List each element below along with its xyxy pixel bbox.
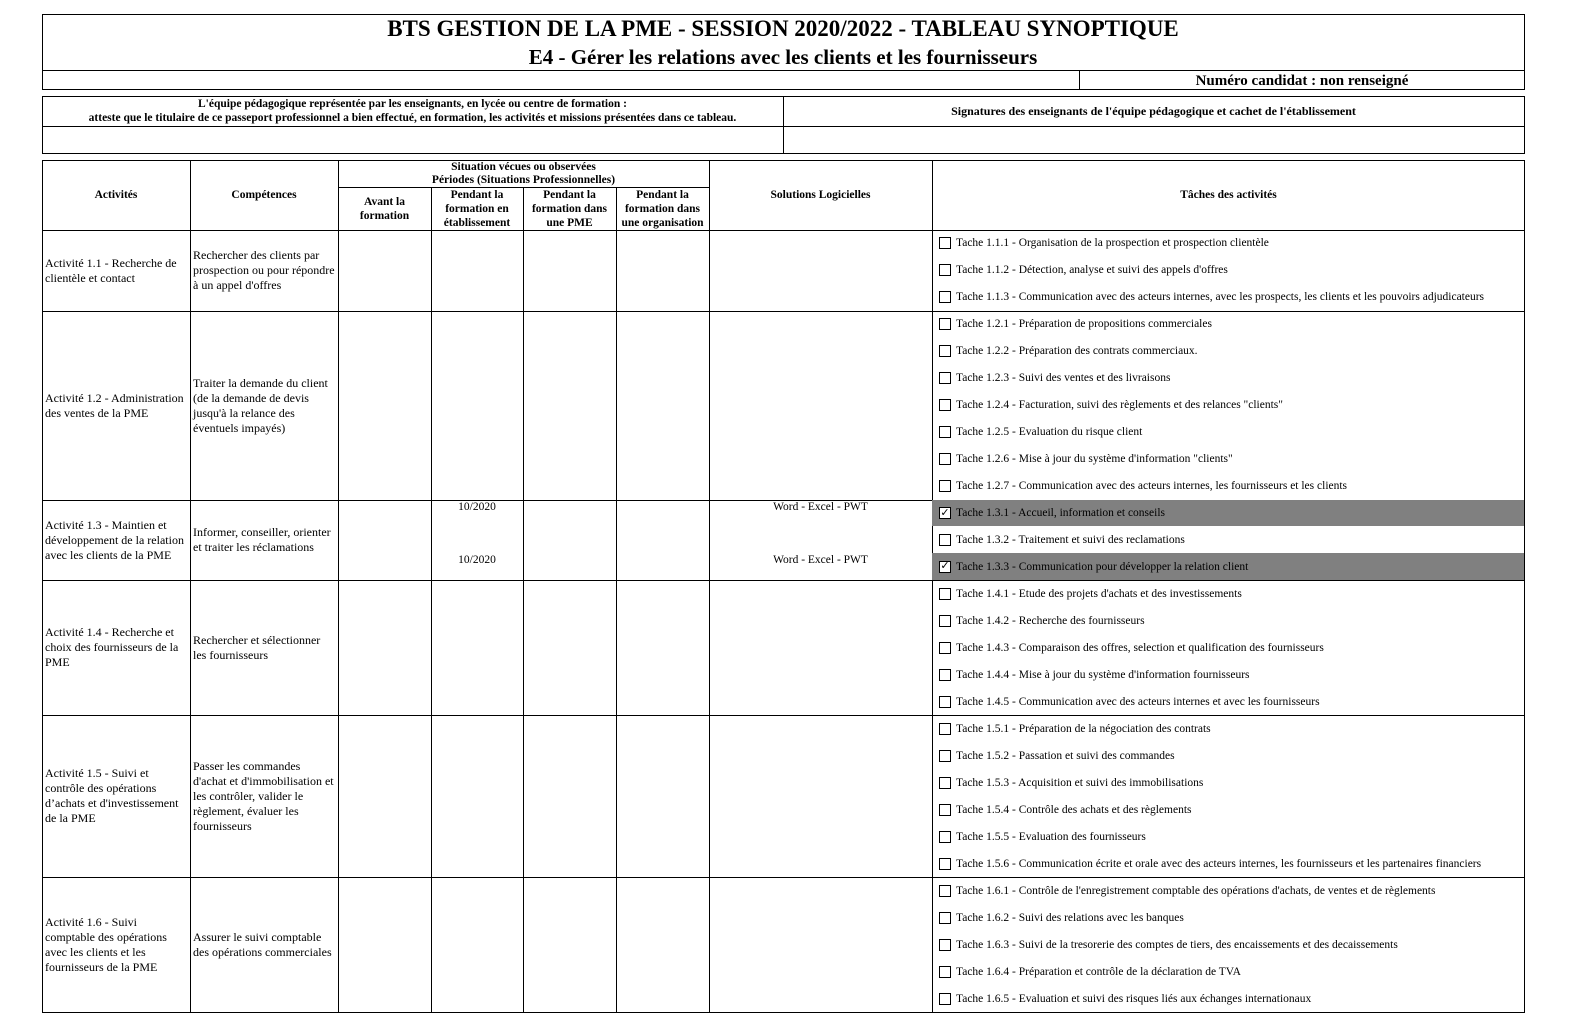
task-label: Tache 1.4.1 - Etude des projets d'achats et des investissements: [956, 587, 1242, 600]
signatures-label: Signatures des enseignants de l'équipe pédagogique et cachet de l'établissement: [951, 104, 1356, 118]
competence-cell: Rechercher des clients par prospection ou pour répondre à un appel d'offres: [193, 248, 335, 292]
task-label: Tache 1.5.2 - Passation et suivi des commandes: [956, 749, 1175, 762]
task-label: Tache 1.6.5 - Evaluation et suivi des risques liés aux échanges internationaux: [956, 993, 1312, 1005]
task-row[interactable]: [932, 337, 1524, 364]
task-label: Tache 1.4.2 - Recherche des fournisseurs: [956, 614, 1145, 627]
task-label: Tache 1.5.3 - Acquisition et suivi des immobilisations: [956, 776, 1204, 789]
checkbox-checked[interactable]: [939, 561, 951, 573]
task-row[interactable]: [932, 526, 1524, 553]
period-value: 10/2020: [458, 554, 496, 566]
task-label: Tache 1.6.4 - Préparation et contrôle de la déclaration de TVA: [956, 965, 1241, 978]
col-header-pendant-org: Pendant la formation dans une organisation: [621, 188, 704, 229]
situations-line2: Périodes (Situations Professionnelles): [431, 173, 616, 186]
checkbox[interactable]: [939, 426, 951, 438]
task-label: Tache 1.5.4 - Contrôle des achats et des règlements: [956, 803, 1192, 816]
task-row[interactable]: [932, 391, 1524, 418]
task-row[interactable]: [932, 500, 1524, 526]
col-header-competences: Compétences: [231, 189, 297, 201]
task-row[interactable]: [932, 418, 1524, 445]
task-label: Tache 1.3.3 - Communication pour développer la relation client: [956, 560, 1249, 573]
task-row[interactable]: [932, 445, 1524, 472]
task-row[interactable]: [932, 230, 1524, 256]
task-label: Tache 1.4.5 - Communication avec des acteurs internes et avec les fournisseurs: [956, 695, 1320, 708]
task-row[interactable]: [932, 796, 1524, 823]
competence-cell: Traiter la demande du client (de la demande de devis jusqu'à la relance des éventuels impayés): [193, 375, 328, 435]
task-row[interactable]: [932, 985, 1524, 1013]
checkbox[interactable]: [939, 237, 951, 249]
period-value: 10/2020: [458, 501, 496, 513]
checkbox-checked[interactable]: [939, 507, 951, 519]
task-row[interactable]: [932, 661, 1524, 688]
attestation-line1: L'équipe pédagogique représentée par les enseignants, en lycée ou centre de formation :: [198, 98, 627, 110]
col-header-situations: [338, 160, 709, 187]
software-value: Word - Excel - PWT: [773, 554, 868, 566]
activity-cell: Activité 1.3 - Maintien et développement de la relation avec les clients de la PME: [45, 517, 184, 562]
task-label: Tache 1.6.3 - Suivi de la tresorerie des comptes de tiers, des encaissements et des decaissements: [956, 938, 1398, 951]
task-row[interactable]: [932, 715, 1524, 742]
checkbox[interactable]: [939, 453, 951, 465]
task-label: Tache 1.2.5 - Evaluation du risque client: [956, 425, 1143, 438]
activity-cell: Activité 1.6 - Suivi comptable des opérations avec les clients et les fournisseurs de la PME: [45, 915, 167, 974]
col-header-activites: Activités: [94, 189, 138, 201]
checkmark-icon: ✓: [940, 560, 950, 572]
checkbox[interactable]: [939, 804, 951, 816]
task-label: Tache 1.4.3 - Comparaison des offres, selection et qualification des fournisseurs: [956, 641, 1324, 654]
checkbox[interactable]: [939, 723, 951, 735]
task-label: Tache 1.2.4 - Facturation, suivi des règlements et des relances "clients": [956, 398, 1283, 411]
task-label: Tache 1.5.6 - Communication écrite et orale avec des acteurs internes, les fournisseurs et les partenaires financiers: [956, 857, 1482, 870]
checkbox[interactable]: [939, 588, 951, 600]
task-row[interactable]: [932, 256, 1524, 283]
checkbox[interactable]: [939, 291, 951, 303]
header-divider: [42, 70, 1525, 71]
task-label: Tache 1.5.5 - Evaluation des fournisseurs: [956, 830, 1146, 843]
checkbox[interactable]: [939, 831, 951, 843]
column-divider: [338, 160, 339, 1013]
task-row[interactable]: [932, 283, 1524, 311]
col-header-avant: Avant la formation: [359, 195, 410, 222]
task-row[interactable]: [932, 742, 1524, 769]
task-label: Tache 1.6.2 - Suivi des relations avec les banques: [956, 911, 1184, 924]
checkbox[interactable]: [939, 399, 951, 411]
task-label: Tache 1.6.1 - Contrôle de l'enregistrement comptable des opérations d'achats, de ventes et de règlements: [956, 884, 1436, 897]
column-divider: [709, 160, 710, 1013]
task-label: Tache 1.1.2 - Détection, analyse et suivi des appels d'offres: [956, 263, 1228, 276]
activity-cell: Activité 1.4 - Recherche et choix des fournisseurs de la PME: [45, 625, 179, 669]
competence-cell: Informer, conseiller, orienter et traiter les réclamations: [193, 525, 331, 554]
task-label: Tache 1.3.2 - Traitement et suivi des reclamations: [956, 533, 1185, 546]
task-label: Tache 1.3.1 - Accueil, information et conseils: [956, 507, 1166, 519]
checkbox[interactable]: [939, 912, 951, 924]
task-label: Tache 1.2.1 - Préparation de propositions commerciales: [956, 318, 1212, 330]
checkmark-icon: ✓: [940, 506, 950, 519]
checkbox[interactable]: [939, 669, 951, 681]
task-label: Tache 1.2.2 - Préparation des contrats commerciaux.: [956, 344, 1198, 357]
checkbox[interactable]: [939, 480, 951, 492]
col-header-pendant-etab: Pendant la formation en établissement: [443, 188, 511, 229]
task-label: Tache 1.2.3 - Suivi des ventes et des livraisons: [956, 371, 1171, 384]
col-header-taches: Tâches des activités: [1180, 189, 1277, 201]
task-label: Tache 1.1.3 - Communication avec des acteurs internes, avec les prospects, les clients et les pouvoirs adjudicateurs: [956, 291, 1485, 303]
task-row[interactable]: [932, 850, 1524, 877]
task-label: Tache 1.5.1 - Préparation de la négociation des contrats: [956, 722, 1211, 735]
col-header-logiciels: Solutions Logicielles: [770, 189, 871, 201]
checkbox[interactable]: [939, 264, 951, 276]
checkbox[interactable]: [939, 345, 951, 357]
task-row[interactable]: [932, 364, 1524, 391]
task-row[interactable]: [932, 688, 1524, 715]
checkbox[interactable]: [939, 615, 951, 627]
task-row[interactable]: [932, 553, 1524, 580]
task-label: Tache 1.1.1 - Organisation de la prospection et prospection clientèle: [956, 237, 1269, 249]
task-row[interactable]: [932, 904, 1524, 931]
attestation-text: [42, 97, 783, 125]
checkbox[interactable]: [939, 939, 951, 951]
competence-cell: Rechercher et sélectionner les fournisseurs: [193, 632, 321, 662]
task-label: Tache 1.2.7 - Communication avec des acteurs internes, les fournisseurs et les clients: [956, 480, 1348, 492]
task-row[interactable]: [932, 931, 1524, 958]
task-row[interactable]: [932, 958, 1524, 985]
checkbox[interactable]: [939, 993, 951, 1005]
software-value: Word - Excel - PWT: [773, 501, 868, 513]
checkbox[interactable]: [939, 885, 951, 897]
checkbox[interactable]: [939, 750, 951, 762]
activity-cell: Activité 1.2 - Administration des ventes de la PME: [45, 390, 184, 420]
task-row[interactable]: [932, 580, 1524, 607]
situations-line1: Situation vécues ou observées: [451, 160, 596, 173]
activity-cell: Activité 1.1 - Recherche de clientèle et contact: [45, 255, 177, 285]
checkbox[interactable]: [939, 777, 951, 789]
task-row[interactable]: [932, 769, 1524, 796]
task-row[interactable]: [932, 634, 1524, 661]
task-row[interactable]: [932, 311, 1524, 337]
page-subtitle: E4 - Gérer les relations avec les clients et les fournisseurs: [528, 45, 1038, 69]
task-label: Tache 1.2.6 - Mise à jour du système d'information "clients": [956, 452, 1233, 465]
activity-cell: Activité 1.5 - Suivi et contrôle des opérations d’achats et d'investissement de la PME: [45, 766, 179, 825]
checkbox[interactable]: [939, 966, 951, 978]
page-title: BTS GESTION DE LA PME - SESSION 2020/2022 - TABLEAU SYNOPTIQUE: [387, 16, 1179, 41]
task-label: Tache 1.4.4 - Mise à jour du système d'information fournisseurs: [956, 668, 1250, 681]
checkbox[interactable]: [939, 642, 951, 654]
checkbox[interactable]: [939, 858, 951, 870]
task-row[interactable]: [932, 607, 1524, 634]
candidate-number: Numéro candidat : non renseigné: [1195, 73, 1409, 89]
col-header-pendant-pme: Pendant la formation dans une PME: [531, 188, 608, 229]
checkbox[interactable]: [939, 318, 951, 330]
competence-cell: Assurer le suivi comptable des opérations commerciales: [193, 930, 332, 959]
checkbox[interactable]: [939, 534, 951, 546]
task-row[interactable]: [932, 823, 1524, 850]
task-row[interactable]: [932, 472, 1524, 500]
competence-cell: Passer les commandes d'achat et d'immobilisation et les contrôler, valider le règlement, évaluer les fournisseurs: [193, 758, 334, 833]
task-row[interactable]: [932, 877, 1524, 904]
checkbox[interactable]: [939, 696, 951, 708]
attestation-line2: atteste que le titulaire de ce passeport professionnel a bien effectué, en formation, les activités et missions présentées dans ce tableau.: [88, 112, 737, 124]
checkbox[interactable]: [939, 372, 951, 384]
